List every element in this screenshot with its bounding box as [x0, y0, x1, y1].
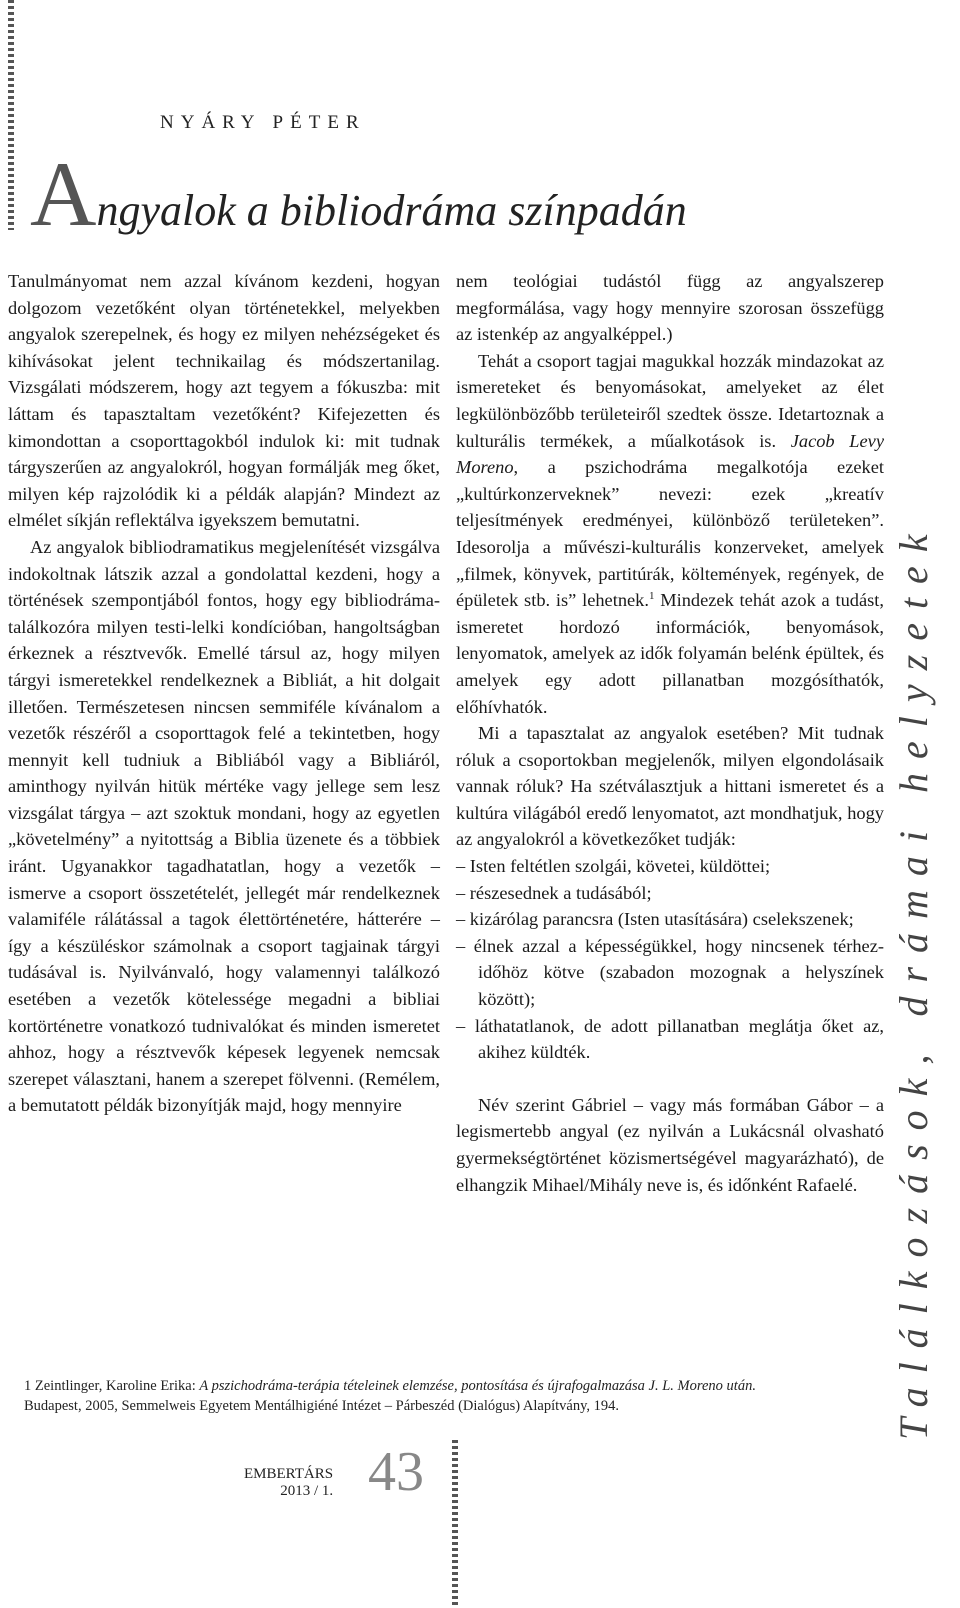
- paragraph: Tanulmányomat nem azzal kívánom kezdeni, hogyan dolgozom vezetőként olyan történetekkel, melyekben angyalok szerepelnek, és hogy ez milyen nehézségeket és kihívásokat jelent technikailag és módszertanilag. Vizsgálati módszerem, hogy azt tegyem a fókuszba: mit láttam és tapasztaltam vezetőként? Kifejezetten és kimondottan a csoporttagokból indulok ki: mit tudnak tárgyszerűen az angyalokról, hogyan formálják meg őket, milyen kép rajzolódik ki a példák alapján? Mindezt az elmélet síkján reflektálva igyekszem bemutatni.: [8, 271, 440, 531]
- footnote-title: A pszichodráma-terápia tételeinek elemzése, pontosítása és újrafogalmazása J. L. Moreno után.: [199, 1378, 756, 1394]
- footnote-author: Zeintlinger, Karoline Erika:: [31, 1378, 200, 1394]
- person-name: Jacob Levy Moreno: [456, 430, 884, 478]
- section-title-vertical: Találkozások, drámai helyzetek: [891, 520, 936, 1440]
- footnote-publisher: Budapest, 2005, Semmelweis Egyetem Mentálhigiéné Intézet – Párbeszéd (Dialógus) Alapítvány, 194.: [24, 1398, 620, 1414]
- page-number: 43: [368, 1441, 424, 1503]
- paragraph-text: Tehát a csoport tagjai magukkal hozzák mindazokat az ismereteket és benyomásokat, amelyeket az élet legkülönbözőbb területeiről szedtek össze. Idetartoznak a kulturális termékek, a műalkotások is.: [456, 350, 884, 451]
- left-column: [8, 268, 440, 1119]
- decorative-dot-rule-bottom: [452, 1440, 458, 1608]
- paragraph-text: Mindezek tehát azok a tudást, ismeretet hordozó információk, benyomások, lenyomatok, amelyek az idők folyamán belénk épültek, és amelyek egy adott pillanatban mozgósíthatók, előhívhatók.: [456, 590, 885, 717]
- list-item: – kizárólag parancsra (Isten utasítására) cselekszenek;: [456, 909, 854, 930]
- angel-attributes-list: [456, 853, 884, 1066]
- paragraph: nem teológiai tudástól függ az angyalszerep megformálása, vagy hogy mennyire szorosan összefügg az istenkép az angyalképpel.): [456, 271, 884, 345]
- list-item: – Isten feltétlen szolgái, követei, küldöttei;: [456, 856, 771, 877]
- journal-name: EMBERTÁRS: [244, 1466, 334, 1482]
- paragraph: Az angyalok bibliodramatikus megjelenítését vizsgálva indokoltnak látszik azzal a gondolattal kezdeni, hogy a történések szempontjából fontos, hogy egy bibliodráma-találkozóra milyen testi-lelki kondícióban, hangoltságban érkeznek a résztvevők. Emellé társul az, hogy milyen tárgyi ismeretekkel rendelkeznek a Bibliát, a hit dolgait illetően. Természetesen nincsen semmiféle kívánalom a vezetők részéről a csoporttagok felé a tekintetben, hogy mennyit kell tudniuk a Bibliából vagy a Bibliáról, aminthogy nyilván hitük mértéke vagy jellege sem lesz vizsgálat tárgya – azt szoktuk mondani, hogy az egyetlen „követelmény” a nyitottság a Biblia üzenete és a többiek iránt. Ugyanakkor tagadhatatlan, hogy a vezetők – ismerve a csoport összetételét, jellegét már rendelkeznek valamiféle rálátással a tagok élettörténetére, hátterére – így a készüléskor számolnak a csoport tagjainak tárgyi tudásával is. Nyilvánvaló, hogy valamennyi találkozó esetében a vezetők kötelessége megadni a bibliai kortörténetre vonatkozó tudnivalókat és minden ismeretet ahhoz, hogy a résztvevők képesek legyenek nemcsak szerepet választani, hanem a szerepet fölvenni. (Remélem, a bemutatott példák bizonyítják majd, hogy mennyire: [8, 536, 440, 1116]
- footnote-ref[interactable]: 1: [648, 590, 655, 602]
- footnote: [24, 1376, 884, 1416]
- paragraph: Mi a tapasztalat az angyalok esetében? Mit tudnak róluk a csoportokban megjelenők, milyen elgondolásaik vannak róluk? Ha szétválasztjuk a hittani ismeretet és a kultúra világából eredő lenyomatot, azt mondhatjuk, hogy az angyalokról a következőket tudják:: [456, 723, 884, 850]
- author-name: NYÁRY PÉTER: [160, 112, 366, 133]
- decorative-dot-rule-top: [8, 0, 14, 230]
- paragraph-text: , a pszichodráma megalkotója ezeket „kultúrkonzerveknek” nevezi: ezek „kreatív teljesítmények eredményei, különböző területeken”. Idesorolja a művészi-kulturális konzerveket, amelyek „filmek, könyvek, partitúrák, költemények, regények, de épületek stb. is” lehetnek.: [456, 457, 884, 611]
- list-item: – részesednek a tudásából;: [456, 882, 652, 903]
- article-title: [30, 143, 687, 245]
- list-item: – élnek azzal a képességükkel, hogy nincsenek térhez-időhöz kötve (szabadon mozognak a helyszínek között);: [456, 935, 884, 1010]
- paragraph: Név szerint Gábriel – vagy más formában Gábor – a legismertebb angyal (ez nyilván a Lukácsnál olvasható gyermekségtörténet közismertségével magyarázható), de elhangzik Mihael/Mihály neve is, és időnként Rafaelé.: [456, 1094, 884, 1195]
- title-rest: ngyalok a bibliodráma színpadán: [96, 186, 687, 235]
- paragraph: [456, 348, 884, 720]
- list-item: – láthatatlanok, de adott pillanatban meglátja őket az, akihez küldték.: [456, 1015, 884, 1063]
- title-initial: A: [30, 143, 97, 245]
- footnote-number: 1: [24, 1378, 32, 1394]
- journal-info: [244, 1466, 333, 1500]
- journal-issue: 2013 / 1.: [280, 1483, 334, 1499]
- right-column: [456, 268, 884, 1198]
